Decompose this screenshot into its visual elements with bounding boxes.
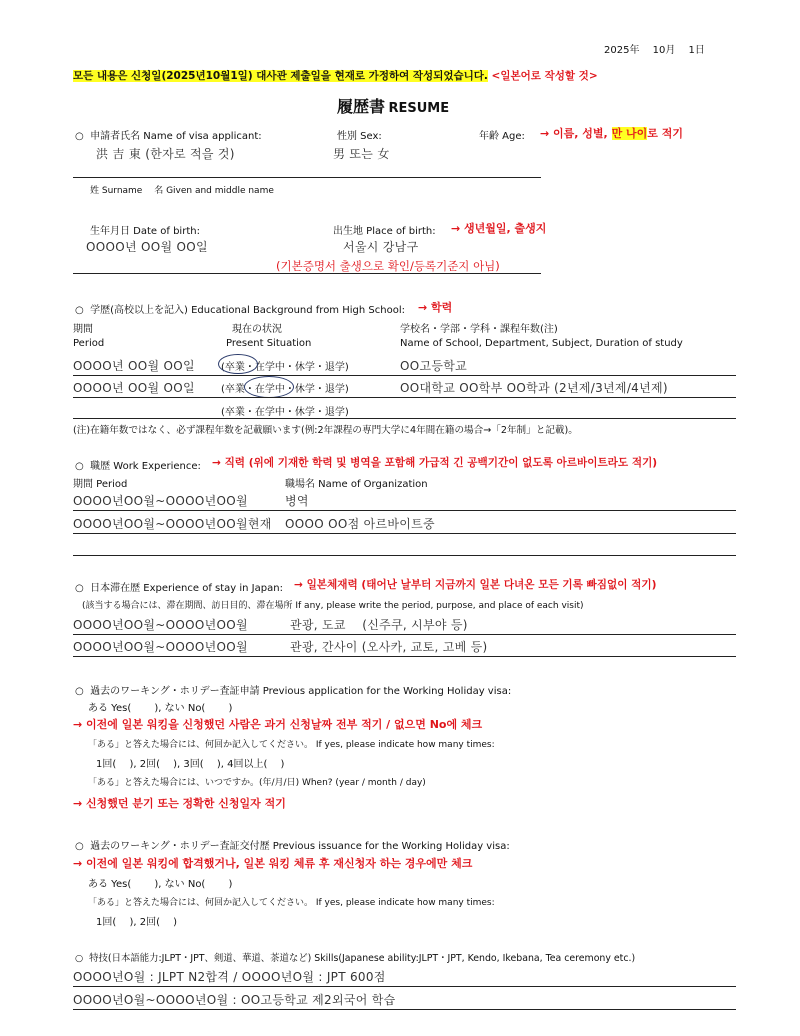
work-row-2-org: OOOO OO점 아르바이트중 <box>285 517 435 531</box>
age-note-b: 로 적기 <box>647 127 684 140</box>
sex-label: 性別 Sex: <box>337 131 382 142</box>
applicant-name-label: ○ 申請者氏名 Name of visa applicant: <box>75 131 262 142</box>
prev-app-when-label: 「ある」と答えた場合には、いつですか。(年/月/日) When? (year / month / day) <box>88 778 426 788</box>
prev-issue-note: → 이전에 일본 워킹에 합격했거나, 일본 워킹 체류 후 재신청자 하는 경우에만 체크 <box>73 857 473 870</box>
title-english: RESUME <box>388 101 450 116</box>
surname-label: 姓 Surname 名 Given and middle name <box>90 186 274 196</box>
work-heading: ○ 職歴 Work Experience: <box>75 461 201 472</box>
edu-row-1-period: OOOO년 OO월 OO일 <box>73 359 195 373</box>
skills-row-1: OOOO년O월 : JLPT N2합격 / OOOO년O월 : JPT 600점 <box>73 970 386 984</box>
stay-note: → 일본체재력 (태어난 날부터 지금까지 일본 다녀온 모든 기록 빠짐없이 적기) <box>294 579 657 591</box>
divider <box>73 510 736 511</box>
prev-app-heading-text: 過去のワーキング・ホリデー査証申請 Previous application for the Working Holiday visa: <box>90 686 512 697</box>
stay-heading: ○ 日本滞在歴 Experience of stay in Japan: <box>75 583 283 594</box>
edu-row-2-period: OOOO년 OO월 OO일 <box>73 381 195 395</box>
divider <box>73 656 736 657</box>
edu-row-3-status: (卒業・在学中・休学・退学) <box>221 407 349 418</box>
notice-japanese: <일본어로 작성할 것> <box>487 70 598 82</box>
stay-row-1-detail: 관광, 도쿄 (신주쿠, 시부야 등) <box>290 618 468 632</box>
work-row-1-org: 병역 <box>285 494 309 508</box>
education-footnote: (注)在籍年数ではなく、必ず課程年数を記載願います(例:2年課程の専門大学に4年間在籍の場合→「2年制」と記載)。 <box>73 425 578 436</box>
dob-value: OOOO년 OO월 OO일 <box>86 240 208 254</box>
edu-row-1-status: (卒業・在学中・休学・退学) <box>221 362 349 373</box>
circle-mark <box>244 376 294 398</box>
col-period-jp: 期間 <box>73 324 93 335</box>
name-label-text: 申請者氏名 Name of visa applicant: <box>90 131 262 142</box>
stay-row-2-period: OOOO년OO월~OOOO년OO월 <box>73 640 248 654</box>
prev-issue-heading-text: 過去のワーキング・ホリデー査証交付歴 Previous issuance for the Working Holiday visa: <box>90 841 510 852</box>
name-value: 洪 吉 東 (한자로 적을 것) <box>96 147 235 161</box>
stay-sub: (該当する場合には、滞在期間、訪日目的、滞在場所 If any, please write the period, purpose, and place of each visit) <box>82 601 584 611</box>
divider <box>73 177 541 178</box>
title-kanji: 履歴書 <box>337 97 386 116</box>
prev-app-note: → 이전에 일본 워킹을 신청했던 사람은 과거 신청날짜 전부 적기 / 없으면 No에 체크 <box>73 718 483 731</box>
work-row-2-period: OOOO년OO월~OOOO년OO월현재 <box>73 517 272 531</box>
notice-main: 모든 내용은 신청일(2025년10월1일) 대사관 제출일을 현재로 가정하여 작성되었습니다. <box>73 70 488 82</box>
page-title <box>337 94 449 117</box>
work-col-org: 職場名 Name of Organization <box>285 479 428 490</box>
age-note-a: → 이름, 성별, <box>540 127 612 140</box>
prev-app-times-options: 1回( ), 2回( ), 3回( ), 4回以上( ) <box>96 759 285 770</box>
skills-heading-text: 特技(日本語能力:JLPT・JPT、剣道、華道、茶道など) Skills(Japanese ability:JLPT・JPT, Kendo, Ikebana, Tea ceremony etc.) <box>89 953 636 964</box>
edu-row-2-status: (卒業・在学中・休学・退学) <box>221 384 349 395</box>
prev-app-yesno: ある Yes( ), ない No( ) <box>88 703 233 714</box>
pob-label: 出生地 Place of birth: <box>333 226 436 237</box>
work-heading-text: 職歴 Work Experience: <box>90 461 201 472</box>
col-period-en: Period <box>73 338 105 349</box>
pob-note: → 생년월일, 출생지 <box>451 222 547 235</box>
education-note: → 학력 <box>418 301 453 314</box>
divider <box>73 397 736 398</box>
prev-app-when-note: → 신청했던 분기 또는 정확한 신청일자 적기 <box>73 797 286 810</box>
divider <box>73 555 736 556</box>
circle-mark <box>218 354 258 374</box>
col-status-en: Present Situation <box>226 338 312 349</box>
notice-line <box>73 68 598 83</box>
divider <box>73 418 736 419</box>
divider <box>73 375 736 376</box>
col-school-en: Name of School, Department, Subject, Duration of study <box>400 338 683 349</box>
stay-row-1-period: OOOO년OO월~OOOO년OO월 <box>73 618 248 632</box>
edu-row-1-school: OO고등학교 <box>400 359 468 373</box>
work-note: → 직력 (위에 기재한 학력 및 병역을 포함해 가급적 긴 공백기간이 없도록 아르바이트라도 적기) <box>212 457 658 469</box>
prev-issue-yesno: ある Yes( ), ない No( ) <box>88 879 233 890</box>
education-heading: ○ 学歴(高校以上を記入) Educational Background from High School: <box>75 305 405 316</box>
age-note-highlight: 만 나이 <box>611 127 648 140</box>
prev-issue-times-options: 1回( ), 2回( ) <box>96 917 178 928</box>
document-date: 2025年 10月 1日 <box>604 45 705 56</box>
pob-value: 서울시 강남구 <box>343 240 419 254</box>
skills-row-2: OOOO년O월~OOOO년O월 : OO고등학교 제2외국어 학습 <box>73 993 396 1007</box>
divider <box>73 273 541 274</box>
prev-app-times-label: 「ある」と答えた場合には、何回か記入してください。 If yes, please indicate how many times: <box>88 740 495 750</box>
prev-issue-heading: ○ 過去のワーキング・ホリデー査証交付歴 Previous issuance for the Working Holiday visa: <box>75 841 510 852</box>
education-heading-text: 学歴(高校以上を記入) Educational Background from High School: <box>90 305 405 316</box>
prev-app-heading: ○ 過去のワーキング・ホリデー査証申請 Previous application for the Working Holiday visa: <box>75 686 512 697</box>
age-label: 年齢 Age: <box>479 131 525 142</box>
pob-hint: (기본증명서 출생으로 확인/등록기준지 아님) <box>276 259 500 273</box>
prev-issue-times-label: 「ある」と答えた場合には、何回か記入してください。 If yes, please indicate how many times: <box>88 898 495 908</box>
work-row-1-period: OOOO년OO월~OOOO년OO월 <box>73 494 248 508</box>
divider <box>73 634 736 635</box>
divider <box>73 1009 736 1010</box>
age-note <box>540 125 683 141</box>
dob-label: 生年月日 Date of birth: <box>90 226 200 237</box>
col-school-jp: 学校名・学部・学科・課程年数(注) <box>400 324 558 335</box>
stay-heading-text: 日本滞在歴 Experience of stay in Japan: <box>90 583 283 594</box>
col-status-jp: 現在の状況 <box>232 324 282 335</box>
divider <box>73 986 736 987</box>
stay-row-2-detail: 관광, 간사이 (오사카, 교토, 고베 등) <box>290 640 488 654</box>
work-col-period: 期間 Period <box>73 479 128 490</box>
divider <box>73 533 736 534</box>
skills-heading: ○ 特技(日本語能力:JLPT・JPT、剣道、華道、茶道など) Skills(Japanese ability:JLPT・JPT, Kendo, Ikebana, Tea ceremony etc.) <box>75 953 636 964</box>
edu-row-2-school: OO대학교 OO학부 OO학과 (2년제/3년제/4년제) <box>400 381 668 395</box>
sex-value: 男 또는 女 <box>333 147 390 161</box>
